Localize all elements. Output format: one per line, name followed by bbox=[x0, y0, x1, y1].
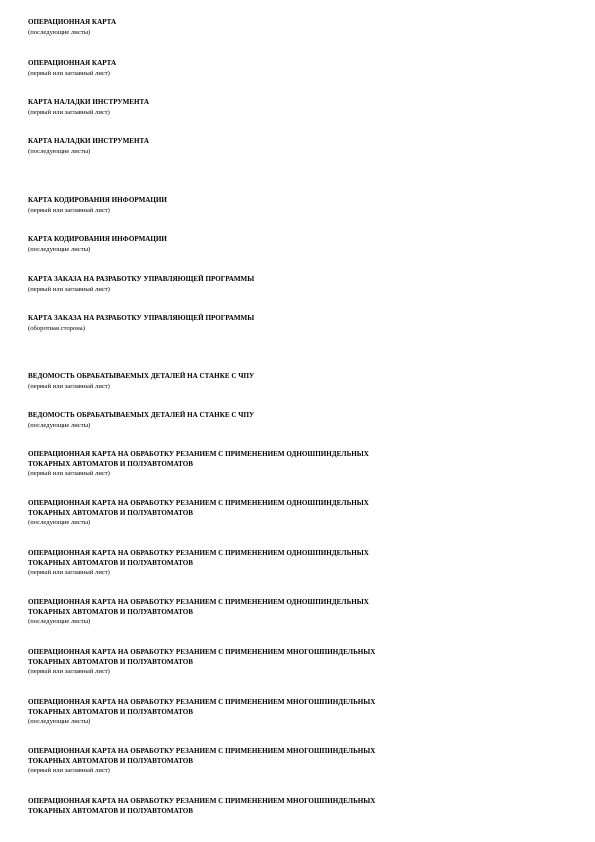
entry-title: ОПЕРАЦИОННАЯ КАРТА НА ОБРАБОТКУ РЕЗАНИЕМ С ПРИМЕНЕНИЕМ МНОГОШПИНДЕЛЬНЫХ ТОКАРНЫХ АВТОМАТОВ И ПОЛУАВТОМАТОВ bbox=[28, 698, 376, 716]
list-item bbox=[28, 196, 568, 215]
entry-note: (последующие листы) bbox=[28, 618, 91, 626]
entry-title: ВЕДОМОСТЬ ОБРАБАТЫВАЕМЫХ ДЕТАЛЕЙ НА СТАНКЕ С ЧПУ bbox=[28, 372, 255, 380]
entry-title: ОПЕРАЦИОННАЯ КАРТА НА ОБРАБОТКУ РЕЗАНИЕМ С ПРИМЕНЕНИЕМ МНОГОШПИНДЕЛЬНЫХ ТОКАРНЫХ АВТОМАТОВ И ПОЛУАВТОМАТОВ bbox=[28, 747, 376, 765]
list-item bbox=[28, 314, 568, 333]
list-item bbox=[28, 598, 568, 627]
entry-title: КАРТА ЗАКАЗА НА РАЗРАБОТКУ УПРАВЛЯЮЩЕЙ ПРОГРАММЫ bbox=[28, 275, 255, 283]
entry-title: ОПЕРАЦИОННАЯ КАРТА НА ОБРАБОТКУ РЕЗАНИЕМ С ПРИМЕНЕНИЕМ ОДНОШПИНДЕЛЬНЫХ ТОКАРНЫХ АВТОМАТОВ И ПОЛУАВТОМАТОВ bbox=[28, 598, 369, 616]
list-item bbox=[28, 450, 568, 479]
entry-note: (первый или заглавный лист) bbox=[28, 382, 110, 390]
list-item bbox=[28, 549, 568, 578]
entry-title: ОПЕРАЦИОННАЯ КАРТА bbox=[28, 18, 117, 26]
list-item bbox=[28, 275, 568, 294]
entry-title: ОПЕРАЦИОННАЯ КАРТА НА ОБРАБОТКУ РЕЗАНИЕМ С ПРИМЕНЕНИЕМ ОДНОШПИНДЕЛЬНЫХ ТОКАРНЫХ АВТОМАТОВ И ПОЛУАВТОМАТОВ bbox=[28, 549, 369, 567]
list-item bbox=[28, 372, 568, 391]
entry-note: (первый или заглавный лист) bbox=[28, 668, 110, 676]
list-item bbox=[28, 18, 568, 37]
entry-title: ОПЕРАЦИОННАЯ КАРТА bbox=[28, 59, 117, 67]
entry-title: ОПЕРАЦИОННАЯ КАРТА НА ОБРАБОТКУ РЕЗАНИЕМ С ПРИМЕНЕНИЕМ МНОГОШПИНДЕЛЬНЫХ ТОКАРНЫХ АВТОМАТОВ И ПОЛУАВТОМАТОВ bbox=[28, 797, 376, 815]
list-item bbox=[28, 797, 568, 816]
entry-note: (последующие листы) bbox=[28, 147, 91, 155]
entry-note: (первый или заглавный лист) bbox=[28, 767, 110, 775]
entry-title: ОПЕРАЦИОННАЯ КАРТА НА ОБРАБОТКУ РЕЗАНИЕМ С ПРИМЕНЕНИЕМ ОДНОШПИНДЕЛЬНЫХ ТОКАРНЫХ АВТОМАТОВ И ПОЛУАВТОМАТОВ bbox=[28, 450, 369, 468]
entry-note: (первый или заглавный лист) bbox=[28, 69, 110, 77]
list-item bbox=[28, 235, 568, 254]
list-item bbox=[28, 59, 568, 78]
entry-title: КАРТА НАЛАДКИ ИНСТРУМЕНТА bbox=[28, 137, 150, 145]
entry-title: КАРТА КОДИРОВАНИЯ ИНФОРМАЦИИ bbox=[28, 235, 167, 243]
entry-note: (последующие листы) bbox=[28, 245, 91, 253]
entry-title: ОПЕРАЦИОННАЯ КАРТА НА ОБРАБОТКУ РЕЗАНИЕМ С ПРИМЕНЕНИЕМ МНОГОШПИНДЕЛЬНЫХ ТОКАРНЫХ АВТОМАТОВ И ПОЛУАВТОМАТОВ bbox=[28, 648, 376, 666]
entry-note: (оборотная сторона) bbox=[28, 324, 85, 332]
entry-note: (первый или заглавный лист) bbox=[28, 108, 110, 116]
list-item bbox=[28, 698, 568, 727]
entry-note: (последующие листы) bbox=[28, 28, 91, 36]
list-item bbox=[28, 747, 568, 776]
entry-title: ВЕДОМОСТЬ ОБРАБАТЫВАЕМЫХ ДЕТАЛЕЙ НА СТАНКЕ С ЧПУ bbox=[28, 411, 255, 419]
entry-note: (первый или заглавный лист) bbox=[28, 285, 110, 293]
list-item bbox=[28, 411, 568, 430]
list-item bbox=[28, 499, 568, 528]
entry-note: (последующие листы) bbox=[28, 519, 91, 527]
entry-note: (первый или заглавный лист) bbox=[28, 470, 110, 478]
entry-note: (последующие листы) bbox=[28, 718, 91, 726]
entry-title: ОПЕРАЦИОННАЯ КАРТА НА ОБРАБОТКУ РЕЗАНИЕМ С ПРИМЕНЕНИЕМ ОДНОШПИНДЕЛЬНЫХ ТОКАРНЫХ АВТОМАТОВ И ПОЛУАВТОМАТОВ bbox=[28, 499, 369, 517]
entry-title: КАРТА ЗАКАЗА НА РАЗРАБОТКУ УПРАВЛЯЮЩЕЙ ПРОГРАММЫ bbox=[28, 314, 255, 322]
entry-note: (первый или заглавный лист) bbox=[28, 569, 110, 577]
entry-title: КАРТА КОДИРОВАНИЯ ИНФОРМАЦИИ bbox=[28, 196, 167, 204]
entry-note: (последующие листы) bbox=[28, 421, 91, 429]
list-item bbox=[28, 648, 568, 677]
entry-note: (первый или заглавный лист) bbox=[28, 206, 110, 214]
list-item bbox=[28, 98, 568, 117]
list-item bbox=[28, 137, 568, 156]
entry-title: КАРТА НАЛАДКИ ИНСТРУМЕНТА bbox=[28, 98, 150, 106]
